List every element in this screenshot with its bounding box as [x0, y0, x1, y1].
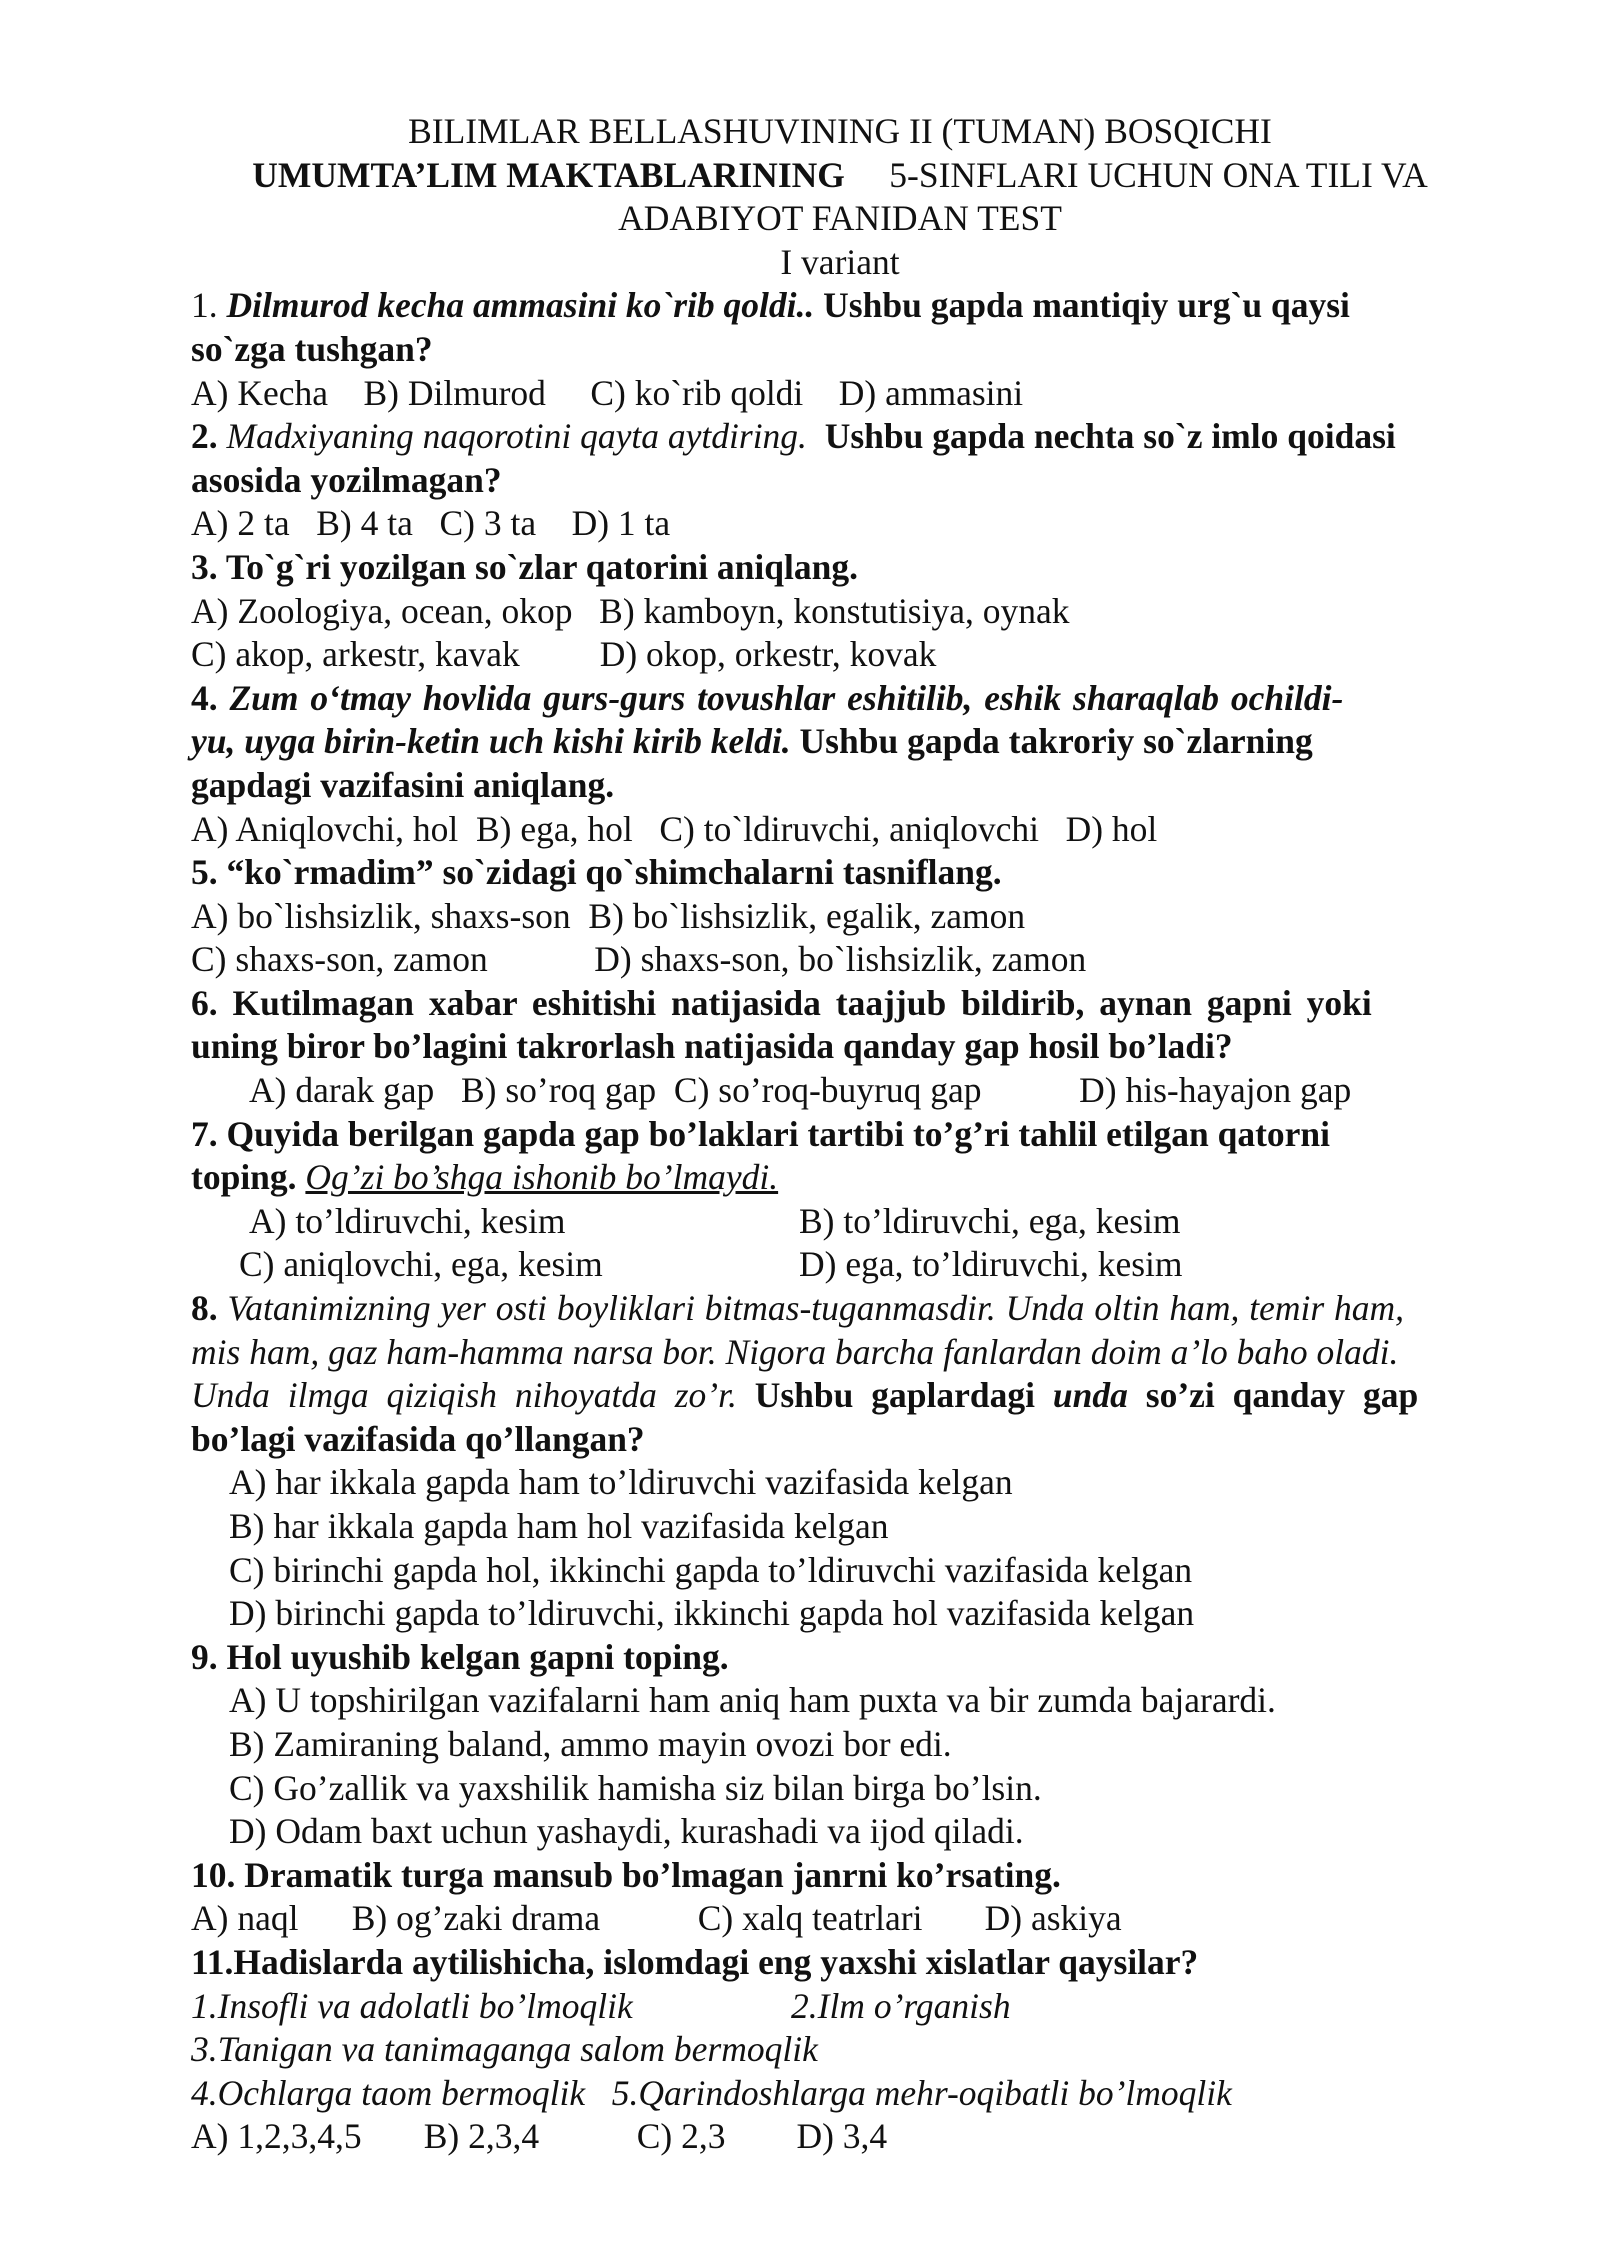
option-b[interactable]: B) to’ldiruvchi, ega, kesim [799, 1200, 1181, 1241]
option-d[interactable]: D) his-hayajon gap [1079, 1070, 1352, 1111]
option-d[interactable]: D) shaxs-son, bo`lishsizlik, zamon [594, 939, 1087, 980]
option-b[interactable]: B) bo`lishsizlik, egalik, zamon [588, 895, 1026, 936]
question-prompt: Kutilmagan xabar eshitishi natijasida taajjub bildirib, aynan gapni yoki [232, 982, 1372, 1023]
option-d[interactable]: D) birinchi gapda to’ldiruvchi, ikkinchi gapda hol vazifasida kelgan [229, 1593, 1195, 1634]
option-c[interactable]: C) to`ldiruvchi, aniqlovchi [659, 808, 1039, 849]
option-a[interactable]: A) U topshirilgan vazifalarni ham aniq ham puxta va bir zumda bajarardi. [229, 1680, 1276, 1721]
question-prompt: Ushbu gaplardagi [754, 1375, 1036, 1416]
question-number: 1. [191, 285, 218, 326]
header-line-3: ADABIYOT FANIDAN TEST [618, 198, 1062, 239]
answer-options [191, 938, 1490, 982]
question-text: Vatanimizning yer osti boyliklari bitmas-tuganmasdir. Unda oltin ham, temir ham, [227, 1288, 1405, 1329]
question-number: 8. [191, 1288, 218, 1329]
question-text-cont: mis ham, gaz ham-hamma narsa bor. Nigora barcha fanlardan doim a’lo baho oladi. [191, 1331, 1399, 1372]
question-10 [191, 1854, 1490, 1941]
question-text-end: Unda ilmga qiziqish nihoyatda zo’r. [191, 1375, 737, 1416]
question-sentence: Madxiyaning naqorotini qayta aytdiring. [226, 416, 807, 457]
option-b[interactable]: B) 2,3,4 [423, 2116, 540, 2157]
question-prompt-cont: bo’lagi vazifasida qo’llangan? [191, 1418, 645, 1459]
question-prompt: Hadislarda aytilishicha, islomdagi eng yaxshi xislatlar qaysilar? [233, 1941, 1199, 1982]
answer-options [191, 590, 1490, 634]
variant-label: I variant [780, 241, 900, 282]
option-d[interactable]: D) ega, to’ldiruvchi, kesim [799, 1244, 1183, 1285]
question-8 [191, 1287, 1490, 1636]
option-c[interactable]: C) shaxs-son, zamon [191, 939, 488, 980]
option-d[interactable]: D) okop, orkestr, kovak [599, 634, 937, 675]
option-b[interactable]: B) Zamiraning baland, ammo mayin ovozi bor edi. [229, 1723, 952, 1764]
option-b[interactable]: B) ega, hol [475, 808, 633, 849]
question-sentence: Zum o‘tmay hovlida gurs-gurs tovushlar eshitilib, eshik sharaqlab ochildi- [229, 677, 1344, 718]
question-6 [191, 982, 1490, 1113]
question-number: 7. [191, 1113, 218, 1154]
question-prompt-cont: uning biror bo’lagini takrorlash natijasida qanday gap hosil bo’ladi? [191, 1026, 1233, 1067]
question-2 [191, 415, 1490, 546]
option-c[interactable]: C) birinchi gapda hol, ikkinchi gapda to’ldiruvchi vazifasida kelgan [229, 1549, 1193, 1590]
option-b[interactable]: B) kamboyn, konstutisiya, oynak [599, 590, 1070, 631]
answer-options [191, 1200, 1490, 1244]
header-line-2 [191, 154, 1489, 198]
question-9 [191, 1636, 1490, 1854]
header-grades: 5-SINFLARI UCHUN ONA TILI VA [889, 154, 1428, 195]
option-c[interactable]: C) so’roq-buyruq gap [673, 1070, 982, 1111]
option-a[interactable]: A) to’ldiruvchi, kesim [249, 1200, 566, 1241]
answer-options [191, 895, 1490, 939]
answer-options [191, 372, 1490, 416]
option-b[interactable]: B) har ikkala gapda ham hol vazifasida kelgan [229, 1506, 889, 1546]
statement-5: 5.Qarindoshlarga mehr-oqibatli bo’lmoqlik [611, 2072, 1232, 2113]
option-b[interactable]: B) so’roq gap [460, 1070, 657, 1111]
answer-options [191, 1243, 1490, 1287]
question-prompt: Dramatik turga mansub bo’lmagan janrni ko’rsating. [244, 1854, 1061, 1895]
option-b[interactable]: B) og’zaki drama [351, 1898, 601, 1939]
answer-options [191, 1897, 1490, 1941]
question-prompt: To`g`ri yozilgan so`zlar qatorini aniqlang. [225, 546, 859, 587]
question-sentence: Og’zi bo’shga ishonib bo’lmaydi. [305, 1157, 779, 1198]
answer-options [191, 808, 1490, 852]
test-header [191, 110, 1489, 284]
question-prompt-cont: gapdagi vazifasini aniqlang. [191, 764, 615, 805]
question-number: 10. [191, 1854, 236, 1895]
question-number: 11. [191, 1941, 234, 1982]
option-a[interactable]: A) Zoologiya, ocean, okop [191, 590, 573, 631]
question-number: 9. [191, 1636, 218, 1677]
question-prompt: Quyida berilgan gapda gap bo’laklari tartibi to’g’ri tahlil etilgan qatorni [226, 1113, 1331, 1154]
option-c[interactable]: C) 2,3 [636, 2116, 726, 2157]
statement-4: 4.Ochlarga taom bermoqlik [191, 2072, 586, 2113]
option-a[interactable]: A) darak gap [249, 1070, 435, 1111]
question-number: 2. [191, 416, 218, 457]
question-number: 5. [191, 852, 218, 893]
question-4 [191, 677, 1490, 851]
answer-options [191, 633, 1490, 677]
question-prompt-cont: so`zga tushgan? [191, 328, 433, 369]
option-a[interactable]: A) Kecha [191, 372, 328, 413]
statement-row [191, 2072, 1490, 2116]
question-prompt-cont: toping. [191, 1157, 297, 1198]
statement-3: 3.Tanigan va tanimaganga salom bermoqlik [191, 2029, 818, 2070]
question-number: 6. [191, 982, 218, 1023]
option-b[interactable]: B) 4 ta [316, 503, 413, 544]
answer-options [191, 2115, 1490, 2159]
option-c[interactable]: C) xalq teatrlari [697, 1898, 923, 1939]
header-schools: UMUMTA’LIM MAKTABLARINING [252, 154, 845, 195]
option-d[interactable]: D) 3,4 [796, 2116, 888, 2157]
question-number: 4. [191, 677, 218, 718]
question-prompt-cont: asosida yozilmagan? [191, 459, 502, 500]
question-sentence: Dilmurod kecha ammasini ko`rib qoldi.. [226, 285, 815, 326]
option-d[interactable]: D) ammasini [838, 372, 1024, 413]
option-d[interactable]: D) askiya [984, 1898, 1122, 1939]
option-b[interactable]: B) Dilmurod [363, 372, 546, 413]
question-prompt: Ushbu gapda nechta so`z imlo qoidasi [824, 416, 1396, 457]
statement-1: 1.Insofli va adolatli bo’lmoqlik [191, 1985, 633, 2026]
question-5 [191, 851, 1490, 982]
question-keyword: unda [1052, 1375, 1128, 1416]
option-a[interactable]: A) naql [191, 1898, 299, 1939]
answer-options [191, 1069, 1490, 1113]
option-a[interactable]: A) Aniqlovchi, hol [191, 808, 459, 849]
question-sentence-cont: yu, uyga birin-ketin uch kishi kirib keldi. [191, 721, 791, 762]
question-prompt: “ko`rmadim” so`zidagi qo`shimchalarni tasniflang. [226, 852, 1002, 893]
question-3 [191, 546, 1490, 677]
question-number: 3. [191, 546, 218, 587]
option-c[interactable]: C) akop, arkestr, kavak [191, 634, 520, 675]
option-d[interactable]: D) 1 ta [571, 503, 671, 544]
option-c[interactable]: C) Go’zallik va yaxshilik hamisha siz bilan birga bo’lsin. [229, 1767, 1042, 1808]
question-prompt: Hol uyushib kelgan gapni toping. [226, 1636, 729, 1677]
question-7 [191, 1113, 1490, 1287]
header-line-1: BILIMLAR BELLASHUVINING II (TUMAN) BOSQICHI [408, 111, 1272, 151]
option-c[interactable]: C) 3 ta [439, 503, 537, 544]
statement-2: 2.Ilm o’rganish [791, 1985, 1011, 2026]
statement-row [191, 1985, 1490, 2029]
question-11 [191, 1941, 1490, 2159]
question-1 [191, 284, 1490, 415]
option-a[interactable]: A) bo`lishsizlik, shaxs-son [191, 895, 571, 936]
option-a[interactable]: A) 2 ta [191, 503, 290, 544]
question-prompt: Ushbu gapda takroriy so`zlarning [799, 721, 1313, 762]
question-prompt: Ushbu gapda mantiqiy urg`u qaysi [823, 285, 1350, 326]
option-a[interactable]: A) 1,2,3,4,5 [191, 2116, 362, 2157]
option-a[interactable]: A) har ikkala gapda ham to’ldiruvchi vazifasida kelgan [229, 1462, 1013, 1503]
answer-options [191, 502, 1490, 546]
question-prompt-tail: so’zi qanday gap [1145, 1375, 1419, 1416]
option-d[interactable]: D) Odam baxt uchun yashaydi, kurashadi va ijod qiladi. [229, 1811, 1024, 1852]
option-c[interactable]: C) ko`rib qoldi [590, 372, 804, 413]
option-c[interactable]: C) aniqlovchi, ega, kesim [239, 1244, 603, 1285]
option-d[interactable]: D) hol [1065, 808, 1158, 849]
